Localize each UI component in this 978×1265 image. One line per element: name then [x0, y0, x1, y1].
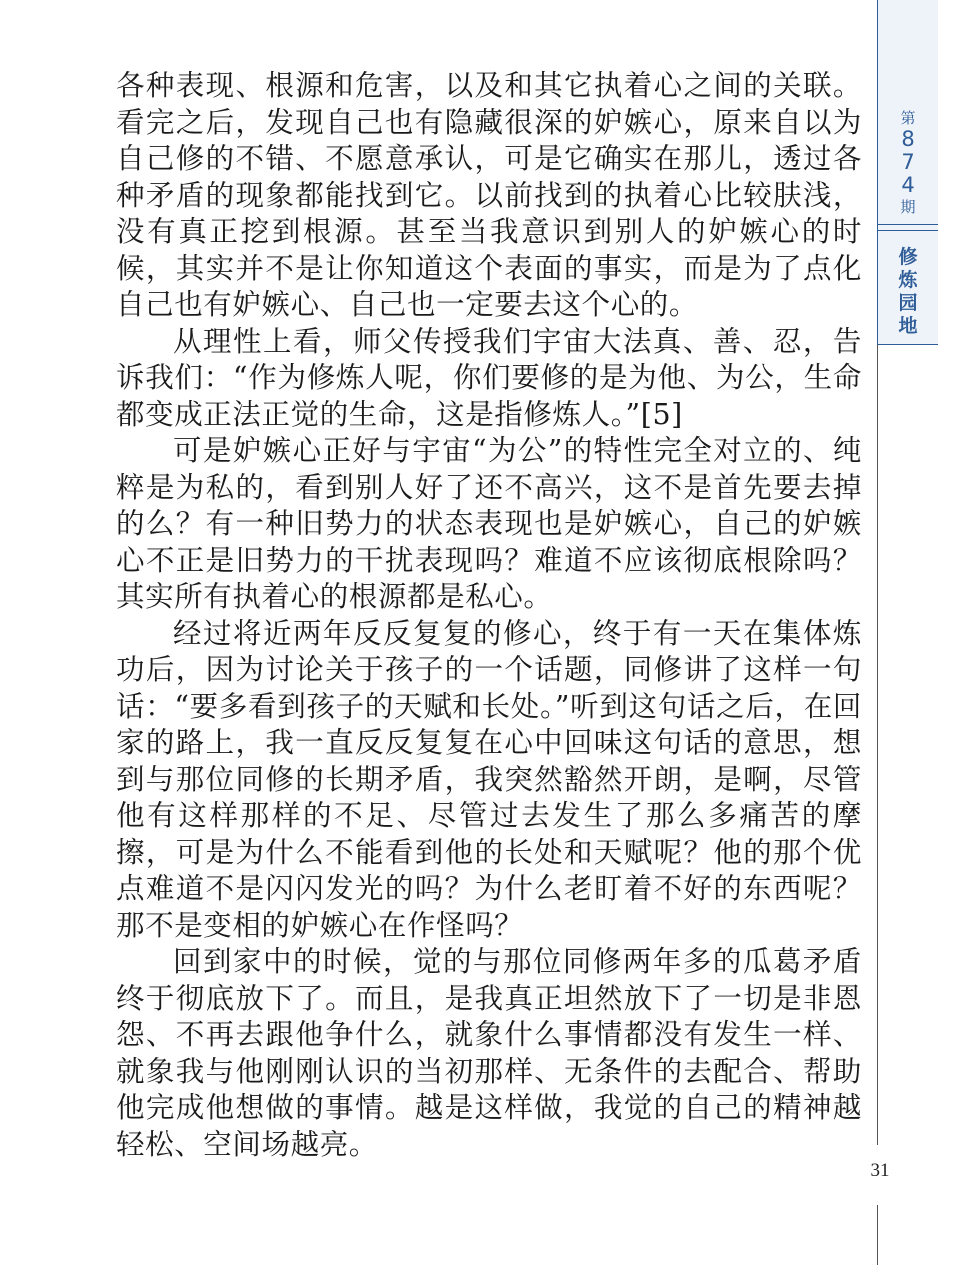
issue-number: 8 7 4	[901, 127, 915, 197]
margin-rule	[877, 1205, 878, 1265]
issue-label	[878, 108, 938, 217]
sidebar-divider	[878, 344, 938, 345]
article-body	[116, 68, 862, 1163]
paragraph: 从理性上看，师父传授我们宇宙大法真、善、忍，告诉我们：“作为修炼人呢，你们要修的是为他、为公，生命都变成正法正觉的生命，这是指修炼人。”[5]	[116, 324, 862, 431]
paragraph: 各种表现、根源和危害，以及和其它执着心之间的关联。看完之后，发现自己也有隐藏很深的妒嫉心，原来自以为自己修的不错、不愿意承认，可是它确实在那儿，透过各种矛盾的现象都能找到它。以前找到的执着心比较肤浅，没有真正挖到根源。甚至当我意识到别人的妒嫉心的时候，其实并不是让你知道这个表面的事实，而是为了点化自己也有妒嫉心、自己也一定要去这个心的。	[116, 69, 862, 321]
paragraph: 回到家中的时候，觉的与那位同修两年多的瓜葛矛盾终于彻底放下了。而且，是我真正坦然放下了一切是非恩怨、不再去跟他争什么，就象什么事情都没有发生一样、就象我与他刚刚认识的当初那样、无条件的去配合、帮助他完成他想做的事情。越是这样做，我觉的自己的精神越轻松、空间场越亮。	[116, 945, 862, 1161]
margin-rule	[877, 345, 878, 1145]
section-title: 修 炼 园 地	[898, 246, 918, 337]
page-number: 31	[870, 1160, 890, 1181]
issue-prefix: 第	[900, 109, 916, 127]
issue-suffix: 期	[900, 198, 916, 216]
paragraph: 经过将近两年反反复复的修心，终于有一天在集体炼功后，因为讨论关于孩子的一个话题，同修讲了这样一句话：“要多看到孩子的天赋和长处。”听到这句话之后，在回家的路上，我一直反反复复在心中回味这句话的意思，想到与那位同修的长期矛盾，我突然豁然开朗，是啊，尽管他有这样那样的不足、尽管过去发生了那么多痛苦的摩擦，可是为什么不能看到他的长处和天赋呢？他的那个优点难道不是闪闪发光的吗？为什么老盯着不好的东西呢？那不是变相的妒嫉心在作怪吗？	[116, 616, 862, 942]
sidebar-divider	[878, 224, 938, 225]
paragraph: 可是妒嫉心正好与宇宙“为公”的特性完全对立的、纯粹是为私的，看到别人好了还不高兴，这不是首先要去掉的么？有一种旧势力的状态表现也是妒嫉心，自己的妒嫉心不正是旧势力的干扰表现吗？难道不应该彻底根除吗？其实所有执着心的根源都是私心。	[116, 434, 862, 613]
issue-sidebar	[877, 0, 938, 345]
sidebar-divider	[878, 230, 938, 231]
